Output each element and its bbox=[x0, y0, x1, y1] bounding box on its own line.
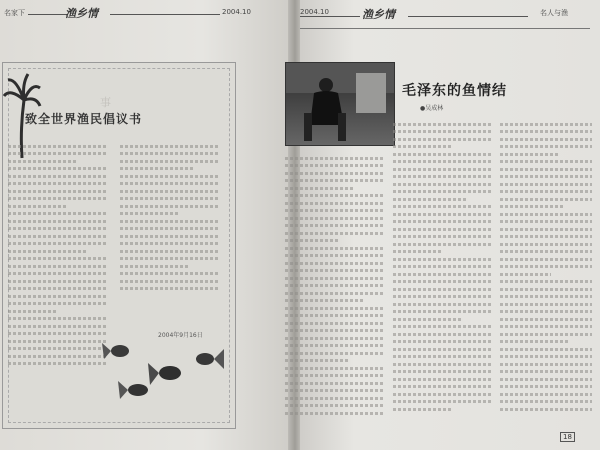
left-header-rule-2 bbox=[110, 14, 220, 15]
right-header-section: 名人与渔 bbox=[540, 9, 568, 17]
page-number: 18 bbox=[560, 432, 575, 442]
proposal-title: 致全世界渔民倡议书 bbox=[25, 112, 143, 126]
article-title: 毛泽东的鱼情结 bbox=[402, 83, 507, 99]
article-column-2 bbox=[393, 118, 493, 426]
mao-photo bbox=[285, 62, 395, 146]
left-header-section: 名家下 bbox=[4, 9, 25, 17]
title-ghost-text: 事 bbox=[100, 96, 113, 109]
right-header-rule-2 bbox=[408, 16, 528, 17]
goldfish-illustration-icon bbox=[100, 335, 230, 405]
left-header-rule bbox=[28, 14, 68, 15]
right-header-issue: 2004.10 bbox=[300, 8, 329, 16]
left-page bbox=[0, 0, 290, 450]
proposal-column-2 bbox=[120, 140, 220, 310]
right-header-rule bbox=[300, 16, 360, 17]
right-header-underline bbox=[300, 28, 590, 29]
proposal-date: 2004年9月16日 bbox=[158, 332, 203, 339]
article-column-1 bbox=[285, 152, 383, 427]
proposal-column-1 bbox=[8, 140, 106, 390]
article-column-3 bbox=[500, 118, 592, 426]
left-header-logo: 渔乡情 bbox=[65, 7, 98, 20]
left-header-issue: 2004.10 bbox=[222, 8, 251, 16]
seated-figure-icon bbox=[286, 63, 394, 145]
right-header-logo: 渔乡情 bbox=[362, 8, 395, 21]
article-author: ●吴成林 bbox=[420, 105, 444, 112]
